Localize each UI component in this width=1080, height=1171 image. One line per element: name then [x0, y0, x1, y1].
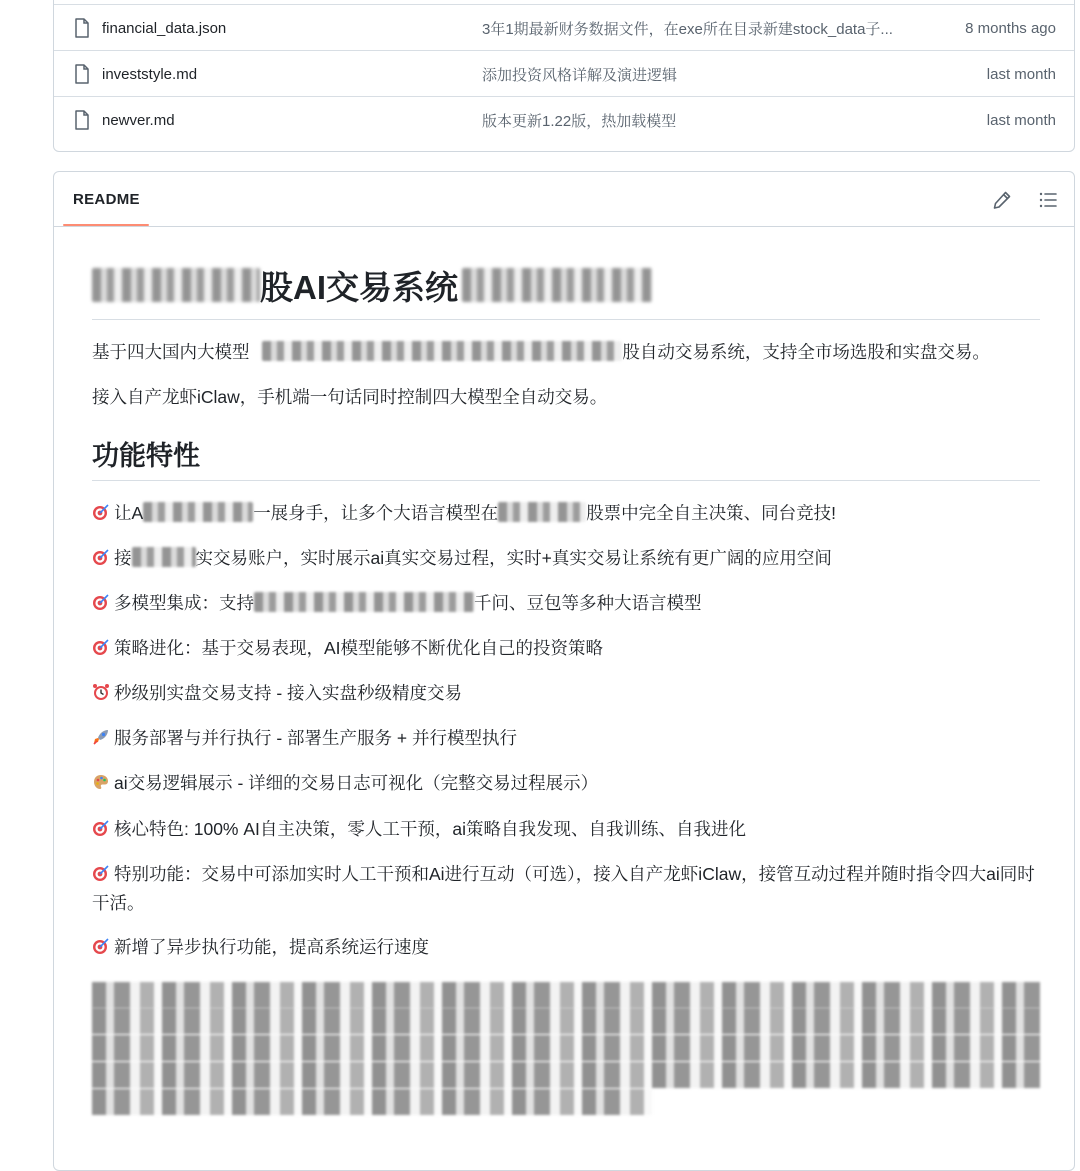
feature-item: 特别功能：交易中可添加实时人工干预和Ai进行互动（可选），接入自产龙虾iClaw，接管互动过程并随时指令四大ai同时干活。	[92, 864, 1035, 913]
divider	[92, 319, 1040, 320]
redacted-block	[254, 592, 474, 612]
target-emoji	[92, 548, 110, 566]
commit-date: last month	[986, 111, 1056, 129]
file-icon	[74, 18, 90, 38]
feature-item: 服务部署与并行执行 - 部署生产服务 + 并行模型执行	[92, 724, 517, 753]
target-emoji	[92, 864, 110, 882]
commit-message[interactable]: 添加投资风格详解及演进逻辑	[482, 66, 678, 84]
redacted-block	[462, 268, 652, 302]
commit-date: 8 months ago	[965, 19, 1056, 37]
redacted-block	[92, 268, 260, 302]
file-row[interactable]	[54, 96, 1074, 143]
redacted-block	[92, 1089, 652, 1115]
redacted-block	[92, 982, 1040, 1008]
readme-panel	[53, 171, 1075, 1171]
readme-tab[interactable]: README	[73, 191, 140, 208]
file-row[interactable]	[54, 50, 1074, 97]
alarm-clock-emoji	[92, 683, 110, 701]
redacted-block	[92, 1062, 1040, 1088]
redacted-block	[262, 341, 622, 361]
file-name[interactable]: newver.md	[102, 111, 175, 129]
active-tab-indicator	[63, 224, 149, 226]
feature-item: 让A 一展身手，让多个大语言模型在 股票中完全自主决策、同台竞技!	[92, 499, 836, 528]
readme-title: 股AI交易系统	[92, 260, 652, 310]
intro-paragraph: 接入自产龙虾iClaw，手机端一句话同时控制四大模型全自动交易。	[92, 387, 608, 407]
palette-emoji	[92, 773, 110, 791]
feature-item: 新增了异步执行功能，提高系统运行速度	[92, 933, 429, 962]
feature-item: ai交易逻辑展示 - 详细的交易日志可视化（完整交易过程展示）	[92, 769, 598, 798]
target-emoji	[92, 819, 110, 837]
feature-item: 策略进化：基于交易表现，AI模型能够不断优化自己的投资策略	[92, 634, 603, 663]
commit-message[interactable]: 3年1期最新财务数据文件，在exe所在目录新建stock_data子...	[482, 20, 893, 38]
commit-date: last month	[986, 65, 1056, 83]
feature-item: 秒级别实盘交易支持 - 接入实盘秒级精度交易	[92, 679, 462, 708]
list-icon[interactable]	[1036, 188, 1060, 212]
target-emoji	[92, 937, 110, 955]
redacted-block	[498, 502, 586, 522]
features-heading: 功能特性	[92, 441, 200, 471]
file-icon	[74, 64, 90, 84]
feature-item: 接 实交易账户，实时展示ai真实交易过程，实时+真实交易让系统有更广阔的应用空间	[92, 544, 832, 573]
redacted-block	[143, 502, 253, 522]
file-row[interactable]	[54, 4, 1074, 51]
redacted-block	[92, 1035, 1040, 1061]
target-emoji	[92, 503, 110, 521]
file-icon	[74, 110, 90, 130]
target-emoji	[92, 638, 110, 656]
intro-paragraph: 基于四大国内大模型 股自动交易系统，支持全市场选股和实盘交易。	[92, 342, 990, 362]
redacted-block	[132, 547, 196, 567]
rocket-emoji	[92, 728, 110, 746]
redacted-block	[92, 1008, 1040, 1034]
feature-item: 核心特色: 100% AI自主决策，零人工干预，ai策略自我发现、自我训练、自我进化	[92, 815, 746, 844]
file-list	[53, 0, 1075, 152]
divider	[92, 480, 1040, 481]
readme-header	[54, 172, 1074, 227]
target-emoji	[92, 593, 110, 611]
file-name[interactable]: investstyle.md	[102, 65, 198, 83]
commit-message[interactable]: 版本更新1.22版，热加载模型	[482, 112, 677, 130]
file-name[interactable]: financial_data.json	[102, 19, 227, 37]
pencil-icon[interactable]	[990, 188, 1014, 212]
feature-item: 多模型集成：支持 千问、豆包等多种大语言模型	[92, 589, 702, 618]
